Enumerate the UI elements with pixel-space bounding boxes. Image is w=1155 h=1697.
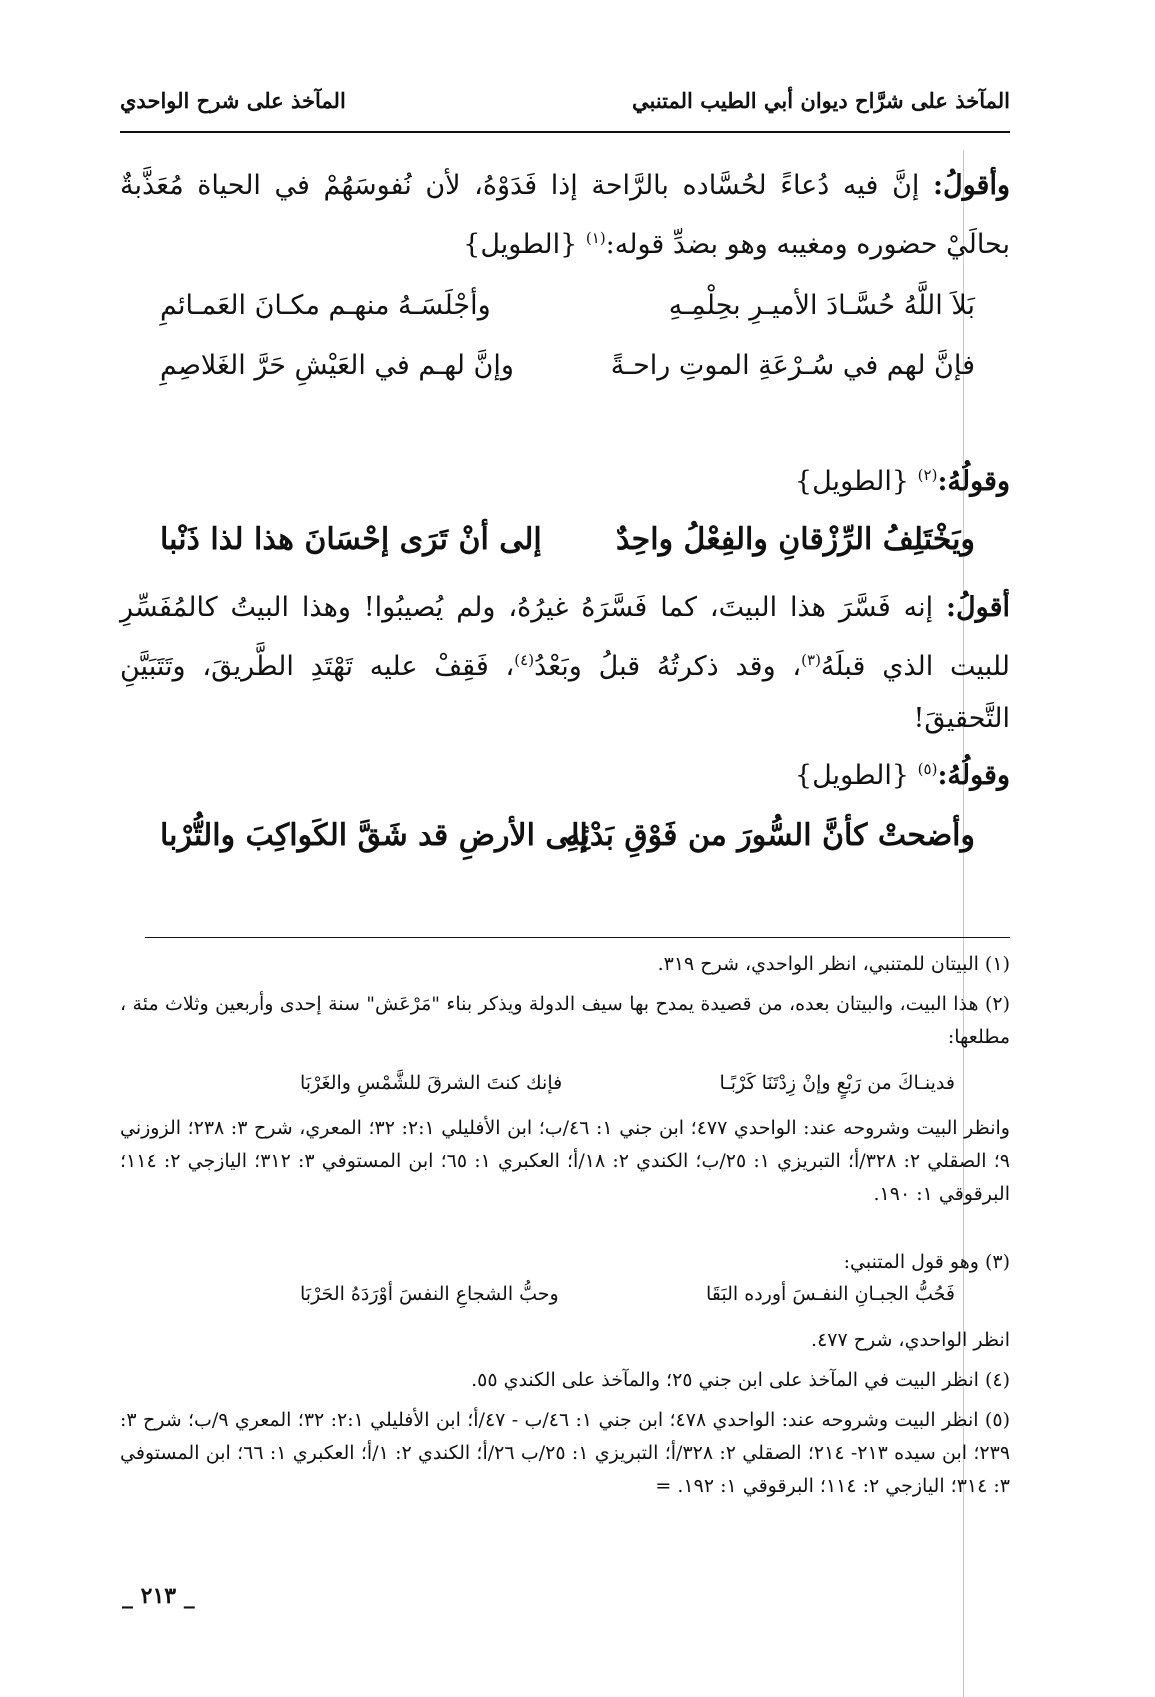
verse-first-hemistich: فَحُبُّ الجبـانِ النفـسَ أورده البَقَا — [706, 1283, 955, 1305]
verse-second-hemistich: إلى الأرضِ قد شَقَّ الكَواكِبَ والتُّرْبا — [160, 818, 588, 853]
verse-first-hemistich: وأضحتْ كأنَّ السُّورَ من فَوْقِ بَدْئِهِ — [565, 818, 975, 853]
verse-line — [160, 522, 975, 568]
footnote-ref-4[interactable]: (٤) — [514, 651, 535, 669]
verse-second-hemistich: وأجْلَسَـهُ منهـم مكـانَ العَمـائمِ — [160, 290, 491, 321]
footnote-1: (١) البيتان للمتنبي، انظر الواحدي، شرح ٣١٩. — [657, 953, 1010, 975]
footnote-verse — [300, 1283, 955, 1313]
verse-first-hemistich: فإنَّ لهم في سُـرْعَةِ الموتِ راحـةً — [610, 350, 975, 381]
footnote-5: (٥) انظر البيت وشروحه عند: الواحدي ٤٧٨؛ ابن جني ١: ٤٦/ب - ٤٧/أ؛ ابن الأفليلي ٢:١: ٣٢؛ المعري ٩/ب؛ شرح ٣: ٢٣٩؛ ابن سيده ٢١٣- ٢١٤؛ الصقلي ٢: ٣٢٨/أ؛ التبريزي ١: ٢٥/ب ٢٦/أ؛ الكندي ٢: ١/أ؛ العكبري ١: ٦٦؛ ابن المستوفي ٣: ٣١٤؛ اليازجي ٢: ١١٤؛ البرقوقي ١: ١٩٢. = — [120, 1409, 1011, 1497]
footnote-3-reference: انظر الواحدي، شرح ٤٧٧. — [811, 1329, 1010, 1351]
header-rule — [120, 131, 1010, 133]
verse-line — [160, 818, 975, 864]
meter-label: {الطويل} — [794, 760, 918, 791]
quotation-heading-3 — [795, 760, 1010, 791]
meter-label: {الطويل} — [463, 229, 586, 260]
footnote-3: (٣) وهو قول المتنبي: — [843, 1251, 1010, 1273]
verse-second-hemistich: فإنك كنتَ الشرقَ للشَّمْسِ والغَرْبَا — [300, 1072, 563, 1094]
header-section-title: المآخذ على شرح الواحدي — [120, 88, 346, 113]
footnote-ref-2[interactable]: (٢) — [917, 466, 938, 484]
verse-second-hemistich: وإنَّ لهـم في العَيْشِ حَرَّ الغَلاصِمِ — [160, 350, 514, 381]
footnote-ref-5[interactable]: (٥) — [917, 760, 938, 778]
meter-label: {الطويل} — [794, 466, 918, 497]
paragraph-lead: أقولُ: — [946, 592, 1010, 623]
paragraph-text: إنَّ فيه دُعاءً لحُسَّاده بالرَّاحة إذا فَدَوْهُ، لأن نُفوسَهُمْ في الحياة مُعَذَّبةٌ بحالَيْ حضوره ومغيبه وهو بضدِّ قوله: — [120, 170, 1010, 260]
footnote-ref-1[interactable]: (١) — [585, 229, 606, 247]
verse-second-hemistich: وحبُّ الشجاعِ النفسَ أوْرَدَهُ الحَرْبَا — [300, 1283, 559, 1305]
verse-line — [160, 290, 975, 336]
paragraph-lead: وأقولُ: — [933, 170, 1010, 201]
footnote-2-references: وانظر البيت وشروحه عند: الواحدي ٤٧٧؛ ابن جني ١: ٤٦/ب؛ ابن الأفليلي ٢:١: ٣٢؛ المعري، شرح ٣: ٢٣٨؛ الزوزني ٩؛ الصقلي ٢: ٣٢٨/أ؛ التبريزي ١: ٢٥/ب؛ الكندي ٢: ١٨/أ؛ العكبري ١: ٦٥؛ ابن المستوفي ٣: ٣١٢؛ اليازجي ٢: ١١٤؛ البرقوقي ١: ١٩٠. — [120, 1117, 1010, 1205]
running-header — [120, 88, 1010, 132]
quotation-heading-2 — [795, 466, 1010, 497]
commentary-paragraph-1 — [120, 160, 1010, 271]
page-number: _ ٢١٣ _ — [122, 1583, 195, 1609]
paragraph-text: ، وقد ذكرتُهُ قبلُ وبَعْدُ — [534, 651, 802, 682]
verse-line — [160, 350, 975, 396]
paragraph-text: إنه فَسَّرَ هذا البيتَ، كما فَسَّرَهُ غيرُهُ، ولم يُصيبُوا! وهذا البيتُ كالمُفَسِّرِ للبيت الذي قبلَهُ — [120, 592, 1011, 682]
commentary-paragraph-2 — [120, 582, 1010, 745]
verse-first-hemistich: فدينـاكَ من رَبْعٍ وإنْ زِدْتَنَا كَرْبًـا — [719, 1072, 955, 1094]
verse-first-hemistich: ويَخْتَلِفُ الرِّزْقانِ والفِعْلُ واحِدٌ — [615, 522, 975, 557]
footnote-ref-3[interactable]: (٣) — [801, 651, 821, 669]
header-book-title: المآخذ على شرَّاح ديوان أبي الطيب المتنبي — [632, 88, 1010, 113]
footnote-separator — [145, 937, 1010, 938]
heading-lead: وقولُهُ: — [937, 760, 1010, 791]
footnote-4: (٤) انظر البيت في المآخذ على ابن جني ٢٥؛ والمآخذ على الكندي ٥٥. — [471, 1369, 1010, 1391]
verse-second-hemistich: إلى أنْ تَرَى إحْسَانَ هذا لذا ذَنْبا — [160, 522, 542, 557]
verse-first-hemistich: بَلاَ اللَّهُ حُسَّـادَ الأميـرِ بحِلْمِـهِ — [668, 290, 975, 321]
paragraph-text: ، فَقِفْ عليه تَهْتَدِ الطَّريقَ، وتَتَبَيَّنِ التَّحقيقَ! — [120, 651, 1010, 734]
heading-lead: وقولُهُ: — [937, 466, 1010, 497]
footnote-verse — [300, 1072, 955, 1102]
footnote-2: (٢) هذا البيت، والبيتان بعده، من قصيدة يمدح بها سيف الدولة ويذكر بناء "مَرْعَش" سنة إحدى وأربعين وثلاث مئة ، مطلعها: — [120, 993, 1010, 1048]
